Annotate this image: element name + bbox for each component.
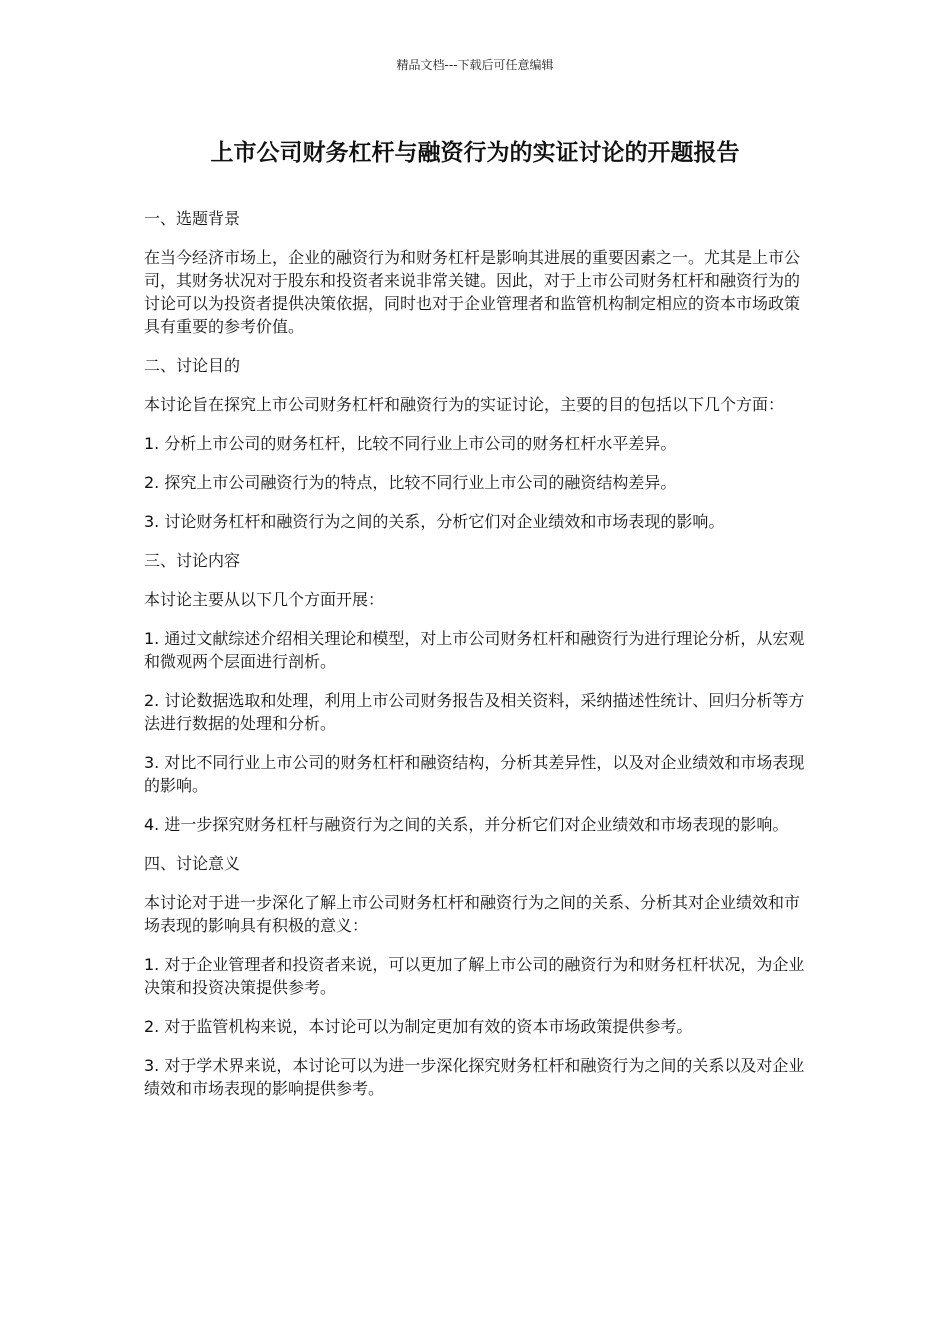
purpose-intro: 本讨论旨在探究上市公司财务杠杆和融资行为的实证讨论，主要的目的包括以下几个方面：	[144, 395, 785, 414]
significance-intro: 本讨论对于进一步深化了解上市公司财务杠杆和融资行为之间的关系、分析其对企业绩效和市场表现的影响具有积极的意义：	[144, 893, 801, 935]
purpose-item-3: 3. 讨论财务杠杆和融资行为之间的关系，分析它们对企业绩效和市场表现的影响。	[144, 512, 725, 531]
header-note: 精品文档---下载后可任意编辑	[396, 58, 554, 72]
document-title: 上市公司财务杠杆与融资行为的实证讨论的开题报告	[210, 140, 740, 166]
purpose-item-2: 2. 探究上市公司融资行为的特点，比较不同行业上市公司的融资结构差异。	[144, 473, 677, 492]
section-heading-background: 一、选题背景	[144, 209, 241, 228]
content-item-4: 4. 进一步探究财务杠杆与融资行为之间的关系，并分析它们对企业绩效和市场表现的影响。	[144, 815, 789, 834]
significance-item-3: 3. 对于学术界来说，本讨论可以为进一步深化探究财务杠杆和融资行为之间的关系以及对企业绩效和市场表现的影响提供参考。	[144, 1056, 805, 1098]
section-heading-content: 三、讨论内容	[144, 551, 241, 570]
content-item-1: 1. 通过文献综述介绍相关理论和模型，对上市公司财务杠杆和融资行为进行理论分析，从宏观和微观两个层面进行剖析。	[144, 629, 805, 671]
background-paragraph: 在当今经济市场上，企业的融资行为和财务杠杆是影响其进展的重要因素之一。尤其是上市公司，其财务状况对于股东和投资者来说非常关键。因此，对于上市公司财务杠杆和融资行为的讨论可以为投资者提供决策依据，同时也对于企业管理者和监管机构制定相应的资本市场政策具有重要的参考价值。	[144, 248, 801, 336]
content-item-3: 3. 对比不同行业上市公司的财务杠杆和融资结构，分析其差异性，以及对企业绩效和市场表现的影响。	[144, 753, 805, 795]
section-heading-purpose: 二、讨论目的	[144, 356, 241, 375]
purpose-item-1: 1. 分析上市公司的财务杠杆，比较不同行业上市公司的财务杠杆水平差异。	[144, 434, 677, 453]
document-body	[144, 207, 809, 1116]
significance-item-2: 2. 对于监管机构来说，本讨论可以为制定更加有效的资本市场政策提供参考。	[144, 1017, 693, 1036]
content-item-2: 2. 讨论数据选取和处理，利用上市公司财务报告及相关资料，采纳描述性统计、回归分析等方法进行数据的处理和分析。	[144, 691, 805, 733]
section-heading-significance: 四、讨论意义	[144, 854, 241, 873]
content-intro: 本讨论主要从以下几个方面开展：	[144, 590, 385, 609]
significance-item-1: 1. 对于企业管理者和投资者来说，可以更加了解上市公司的融资行为和财务杠杆状况，为企业决策和投资决策提供参考。	[144, 955, 805, 997]
